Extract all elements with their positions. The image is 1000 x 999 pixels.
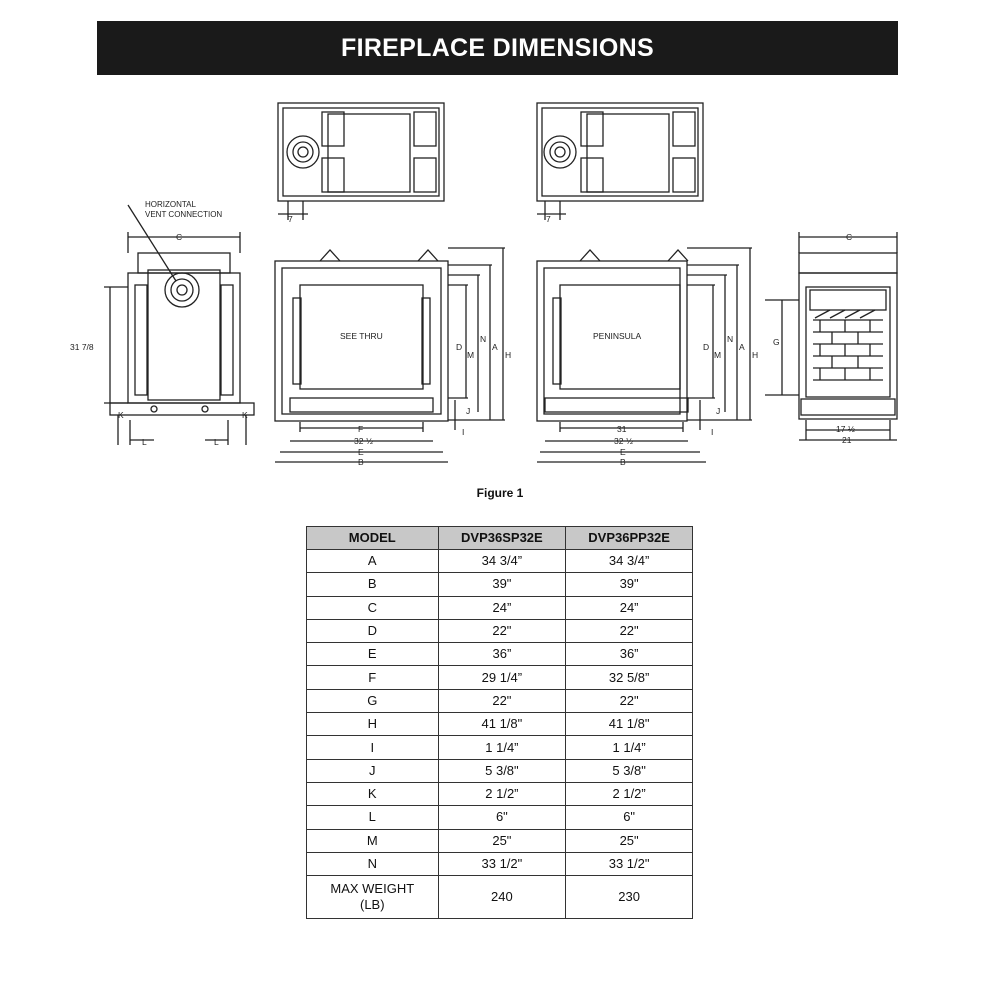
- row-label: N: [307, 852, 439, 875]
- table-row: [307, 806, 693, 829]
- row-label: L: [307, 806, 439, 829]
- row-label: J: [307, 759, 439, 782]
- cell-value: 34 3/4”: [566, 550, 693, 573]
- dim-letter-f-1: F: [358, 424, 364, 434]
- row-label: H: [307, 713, 439, 736]
- peninsula-label: PENINSULA: [593, 331, 642, 341]
- vent-collar-side: [165, 273, 199, 307]
- table-row: [307, 829, 693, 852]
- dim-letter-j-1: J: [466, 406, 471, 416]
- table-row: [307, 573, 693, 596]
- dim-letter-a-2: A: [739, 342, 745, 352]
- dim-letter-j-2: J: [716, 406, 721, 416]
- table-row: [307, 550, 693, 573]
- row-label: G: [307, 689, 439, 712]
- top-view-peninsula: [537, 103, 703, 220]
- max-weight-value: 240: [438, 876, 566, 919]
- row-label: B: [307, 573, 439, 596]
- see-thru-label: SEE THRU: [340, 331, 383, 341]
- dim-letter-l-left: L: [142, 437, 147, 447]
- dim-7-label-1: 7: [288, 214, 293, 224]
- dim-letter-b-2: B: [620, 457, 626, 467]
- dim-letter-c-side: C: [176, 232, 183, 242]
- dim-letter-m-1: M: [467, 350, 475, 360]
- max-weight-label-line2: (LB): [359, 897, 385, 913]
- cell-value: 41 1/8": [566, 713, 693, 736]
- dim-letter-d-1: D: [456, 342, 463, 352]
- cell-value: 36”: [438, 643, 566, 666]
- dim-17-half-label: 17 ½: [836, 424, 855, 434]
- cell-value: 24”: [566, 596, 693, 619]
- cell-value: 33 1/2": [438, 852, 566, 875]
- cell-value: 33 1/2": [566, 852, 693, 875]
- dim-letter-c-right: C: [846, 232, 853, 242]
- vent-connection-label-1: HORIZONTAL: [145, 200, 196, 209]
- cell-value: 5 3/8": [438, 759, 566, 782]
- dim-32-half-label-2: 32 ½: [614, 436, 633, 446]
- table-row: [307, 713, 693, 736]
- row-label: C: [307, 596, 439, 619]
- dim-letter-g: G: [773, 337, 780, 347]
- header-model: MODEL: [307, 527, 439, 550]
- cell-value: 24”: [438, 596, 566, 619]
- dimensions-table: [306, 526, 693, 919]
- cell-value: 34 3/4”: [438, 550, 566, 573]
- row-label: A: [307, 550, 439, 573]
- dim-letter-a-1: A: [492, 342, 498, 352]
- table-row: [307, 782, 693, 805]
- cell-value: 6": [566, 806, 693, 829]
- cell-value: 1 1/4”: [566, 736, 693, 759]
- dim-letter-i-2: I: [711, 427, 714, 437]
- max-weight-label: [307, 876, 439, 919]
- dim-letter-e-1: E: [358, 447, 364, 457]
- fireplace-dimension-drawings: [0, 0, 1000, 480]
- dim-7-label-2: 7: [546, 214, 551, 224]
- cell-value: 1 1/4”: [438, 736, 566, 759]
- dim-letter-i-1: I: [462, 427, 465, 437]
- cell-value: 2 1/2”: [438, 782, 566, 805]
- dim-letter-k-left: K: [118, 410, 124, 420]
- cell-value: 41 1/8": [438, 713, 566, 736]
- table-row: [307, 666, 693, 689]
- cell-value: 6": [438, 806, 566, 829]
- row-label: D: [307, 619, 439, 642]
- cell-value: 36”: [566, 643, 693, 666]
- dim-letter-e-2: E: [620, 447, 626, 457]
- cell-value: 5 3/8": [566, 759, 693, 782]
- dim-32-half-label-1: 32 ½: [354, 436, 373, 446]
- dim-letter-n-1: N: [480, 334, 487, 344]
- cell-value: 22": [438, 619, 566, 642]
- dim-21-label: 21: [842, 435, 852, 445]
- vent-collar-top-2: [544, 136, 576, 168]
- cell-value: 39": [566, 573, 693, 596]
- max-weight-label-line1: MAX WEIGHT: [330, 881, 415, 897]
- dim-letter-m-2: M: [714, 350, 722, 360]
- row-label: I: [307, 736, 439, 759]
- row-label: E: [307, 643, 439, 666]
- row-label: K: [307, 782, 439, 805]
- cell-value: 25": [566, 829, 693, 852]
- dim-letter-l-right: L: [214, 437, 219, 447]
- cell-value: 29 1/4”: [438, 666, 566, 689]
- cell-value: 2 1/2”: [566, 782, 693, 805]
- figure-caption: Figure 1: [476, 486, 524, 500]
- dim-31-label: 31: [617, 424, 627, 434]
- table-row: [307, 619, 693, 642]
- table-row: [307, 736, 693, 759]
- vent-connection-label-2: VENT CONNECTION: [145, 210, 223, 219]
- top-view-see-thru: [278, 103, 444, 220]
- side-view-firebox: [765, 232, 897, 440]
- cell-value: 22": [566, 689, 693, 712]
- dim-letter-n-2: N: [727, 334, 734, 344]
- table-row: [307, 852, 693, 875]
- header-dvp36sp32e: DVP36SP32E: [438, 527, 566, 550]
- table-row: [307, 643, 693, 666]
- dim-31-7-8-label: 31 7/8: [70, 342, 94, 352]
- dim-letter-b-1: B: [358, 457, 364, 467]
- cell-value: 22": [566, 619, 693, 642]
- table-row: [307, 596, 693, 619]
- max-weight-value: 230: [566, 876, 693, 919]
- table-row: [307, 689, 693, 712]
- cell-value: 32 5/8”: [566, 666, 693, 689]
- dim-letter-d-2: D: [703, 342, 710, 352]
- table-row: [307, 759, 693, 782]
- header-dvp36pp32e: DVP36PP32E: [566, 527, 693, 550]
- table-header-row: [307, 527, 693, 550]
- row-label: M: [307, 829, 439, 852]
- page-title: FIREPLACE DIMENSIONS: [97, 21, 898, 75]
- cell-value: 25": [438, 829, 566, 852]
- cell-value: 39": [438, 573, 566, 596]
- dim-letter-k-right: K: [242, 410, 248, 420]
- cell-value: 22": [438, 689, 566, 712]
- dim-letter-h-2: H: [752, 350, 759, 360]
- table-row-max-weight: [307, 876, 693, 919]
- vent-collar-top-1: [287, 136, 319, 168]
- row-label: F: [307, 666, 439, 689]
- dim-letter-h-1: H: [505, 350, 512, 360]
